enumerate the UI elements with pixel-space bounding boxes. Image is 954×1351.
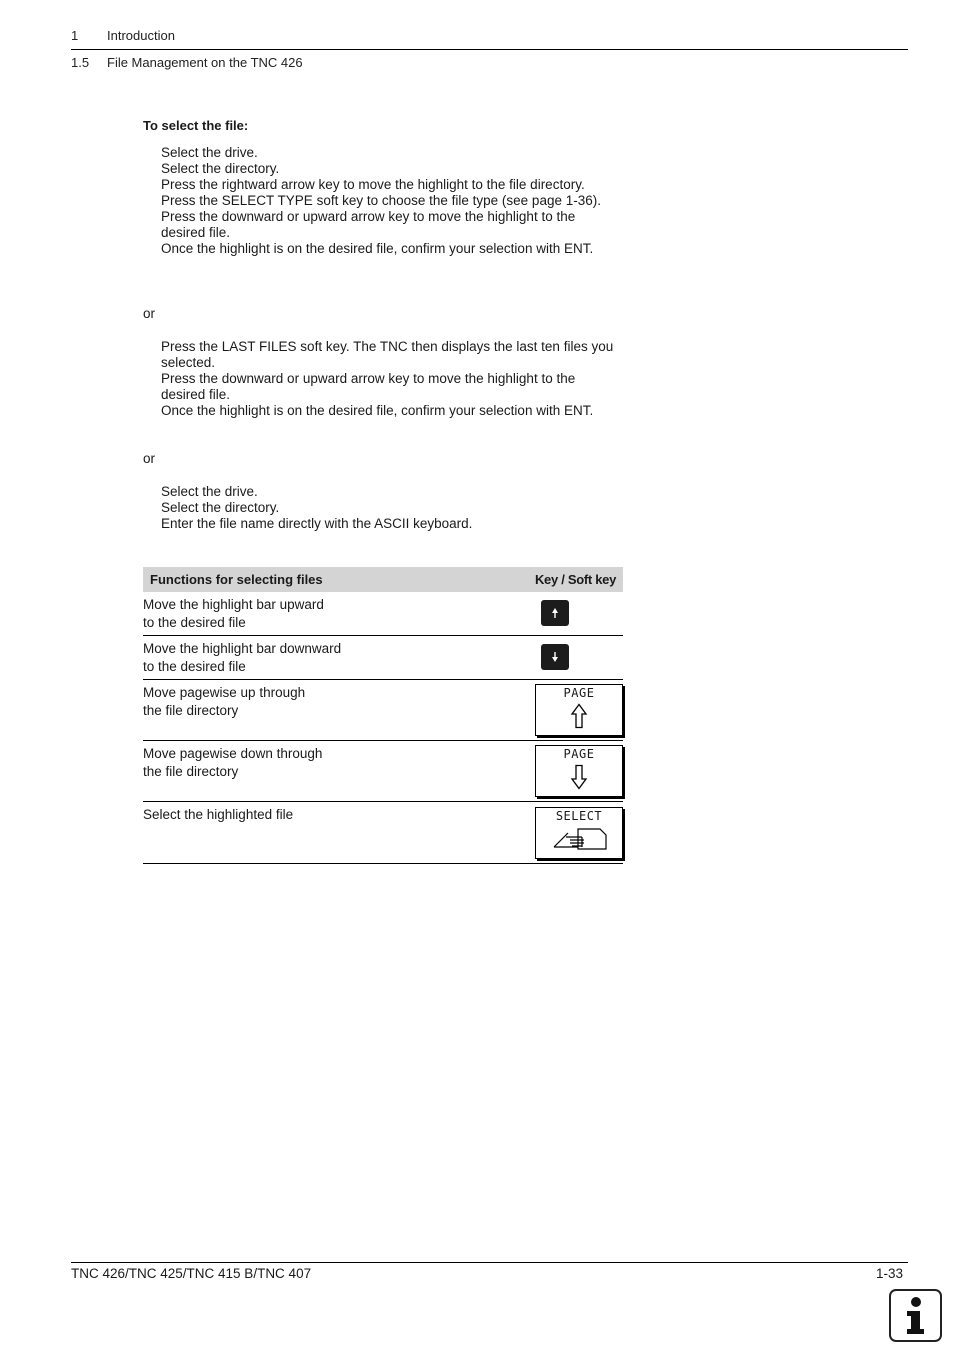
step: Once the highlight is on the desired file, confirm your selection with ENT. [161, 403, 594, 418]
info-icon [889, 1289, 942, 1342]
instructions-heading: To select the file: [143, 118, 249, 133]
up-arrow-key [541, 600, 569, 626]
header-rule [71, 49, 908, 50]
step: Select the directory. [161, 500, 280, 515]
table-row [143, 741, 623, 802]
row-description: Move the highlight bar upward to the desired file [143, 597, 324, 630]
step-list-2 [161, 339, 623, 419]
table-row [143, 680, 623, 741]
chapter-header [71, 28, 175, 43]
table-header [143, 567, 623, 592]
chapter-title: Introduction [107, 28, 175, 43]
section-number: 1.5 [71, 55, 90, 70]
row-description: Move the highlight bar downward to the desired file [143, 641, 342, 674]
or-separator: or [143, 451, 156, 466]
up-arrow-icon [549, 606, 561, 620]
manual-title: TNC 426/TNC 425/TNC 415 B/TNC 407 [71, 1266, 312, 1281]
step-list-1 [161, 145, 623, 257]
step: Press the rightward arrow key to move the highlight to the file directory. [161, 177, 585, 192]
step: Once the highlight is on the desired file, confirm your selection with ENT. [161, 241, 594, 256]
step: Select the directory. [161, 161, 280, 176]
functions-table [143, 567, 623, 864]
select-softkey [535, 807, 623, 859]
step: Select the drive. [161, 145, 258, 160]
step: Press the SELECT TYPE soft key to choose the file type (see page 1-36). [161, 193, 601, 208]
section-title: File Management on the TNC 426 [107, 55, 303, 70]
step: Select the drive. [161, 484, 258, 499]
col-header-key: Key / Soft key [534, 572, 616, 587]
chapter-number: 1 [71, 28, 79, 43]
step: Press the downward or upward arrow key to move the highlight to the desired file. [161, 371, 576, 402]
page-up-arrow-icon [570, 703, 588, 729]
select-hand-icon [552, 825, 608, 853]
step: Press the downward or upward arrow key to move the highlight to the desired file. [161, 209, 576, 240]
step: Enter the file name directly with the ASCII keyboard. [161, 516, 473, 531]
table-row [143, 636, 623, 680]
softkey-label: PAGE [563, 747, 595, 761]
info-glyph [891, 1291, 940, 1340]
footer-rule [71, 1262, 908, 1263]
page-up-softkey [535, 684, 623, 736]
row-description: Select the highlighted file [143, 807, 294, 822]
softkey-label: PAGE [563, 686, 595, 700]
step: Press the LAST FILES soft key. The TNC then displays the last ten files you selected. [161, 339, 614, 370]
row-description: Move pagewise down through the file directory [143, 746, 323, 779]
col-header-functions: Functions for selecting files [150, 572, 323, 587]
table-row [143, 592, 623, 636]
page-down-arrow-icon [570, 764, 588, 790]
softkey-label: SELECT [555, 809, 603, 823]
or-separator: or [143, 306, 156, 321]
down-arrow-icon [549, 650, 561, 664]
page-number: 1-33 [876, 1266, 904, 1281]
table-row [143, 802, 623, 864]
row-description: Move pagewise up through the file directory [143, 685, 306, 718]
step-list-3 [161, 484, 623, 532]
page-down-softkey [535, 745, 623, 797]
section-header [71, 55, 303, 70]
down-arrow-key [541, 644, 569, 670]
